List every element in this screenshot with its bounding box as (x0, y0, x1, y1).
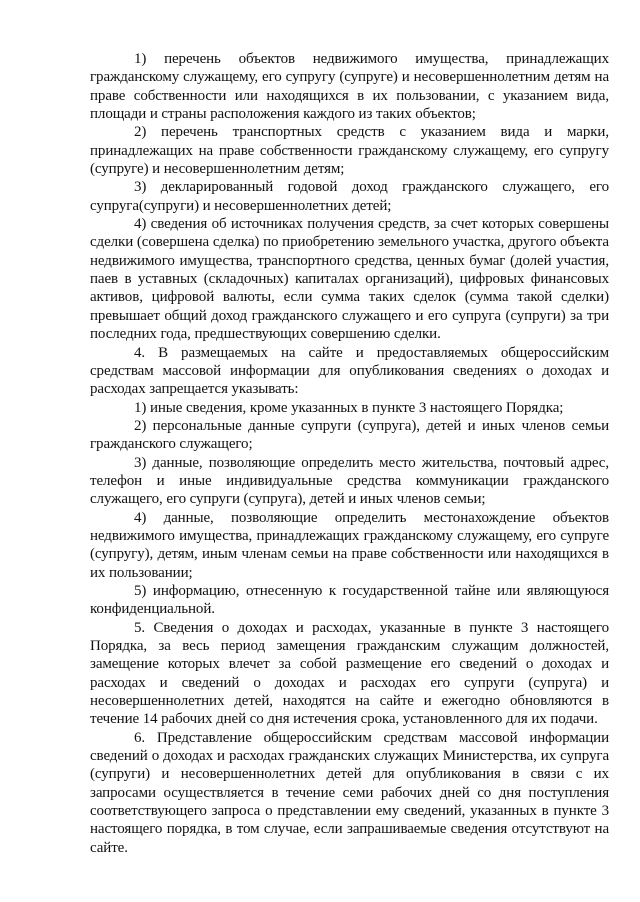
list-item-funding-sources: 4) сведения об источниках получения средств, за счет которых совершены сделки (совершена сделка) по приобретению земельного участка, другого объекта недвижимого имущества, транспортного средства, ценных бумаг (долей участия, паев в уставных (складочных) капиталах организаций), цифровых финансовых активов, цифровой валюты, если сумма таких сделок (сумма такой сделки) превышает общий доход гражданского служащего и его супруга (супруги) за три последних года, предшествующих совершению сделки. (90, 216, 609, 343)
section-6-paragraph: 6. Представление общероссийским средствам массовой информации сведений о доходах и расходах гражданских служащих Министерства, их супруга (супруги) и несовершеннолетних детей для опубликования в связи с их запросами осуществляется в течение семи рабочих дней со дня поступления соответствующего запроса о представлении ему сведений, указанных в пункте 3 настоящего порядка, в том случае, если запрашиваемые сведения отсутствуют на сайте. (90, 729, 609, 856)
section-5-paragraph: 5. Сведения о доходах и расходах, указанные в пункте 3 настоящего Порядка, за весь период замещения гражданским служащим должностей, замещение которых влечет за собой размещение его сведений о доходах и расходах и сведений о доходах и расходах его супруги (супруга) и несовершеннолетних детей, находятся на сайте и ежегодно обновляются в течение 14 рабочих дней со дня истечения срока, установленного для их подачи. (90, 619, 609, 728)
list-item-annual-income: 3) декларированный годовой доход гражданского служащего, его супруга(супруги) и несовершеннолетних детей; (90, 179, 609, 214)
list-item-vehicles: 2) перечень транспортных средств с указанием вида и марки, принадлежащих на праве собственности гражданскому служащему, его супругу (супруге) и несовершеннолетним детям; (90, 124, 609, 178)
list-item-personal-data: 2) персональные данные супруги (супруга), детей и иных членов семьи гражданского служащего; (90, 417, 609, 453)
list-item-property-location: 4) данные, позволяющие определить местонахождение объектов недвижимого имущества, принадлежащих гражданскому служащему, его супруге (супругу), детям, иным членам семьи на праве собственности или находящихся в их пользовании; (90, 509, 609, 581)
list-item-state-secret: 5) информацию, отнесенную к государственной тайне или являющуюся конфиденциальной. (90, 582, 609, 618)
list-item-other-info: 1) иные сведения, кроме указанных в пункте 3 настоящего Порядка; (134, 399, 564, 416)
list-item-contact-data: 3) данные, позволяющие определить место жительства, почтовый адрес, телефон и иные индивидуальные средства коммуникации гражданского служащего, его супруги (супруга), детей и иных членов семьи; (90, 454, 609, 508)
section-4-heading-paragraph: 4. В размещаемых на сайте и предоставляемых общероссийским средствам массовой информации для опубликования сведениях о доходах и расходах запрещается указывать: (90, 344, 609, 398)
list-item-real-estate: 1) перечень объектов недвижимого имущества, принадлежащих гражданскому служащему, его супругу (супруге) и несовершеннолетним детям на праве собственности или находящихся в их пользовании, с указанием вида, площади и страны расположения каждого из таких объектов; (90, 51, 609, 123)
document-body (90, 50, 609, 857)
